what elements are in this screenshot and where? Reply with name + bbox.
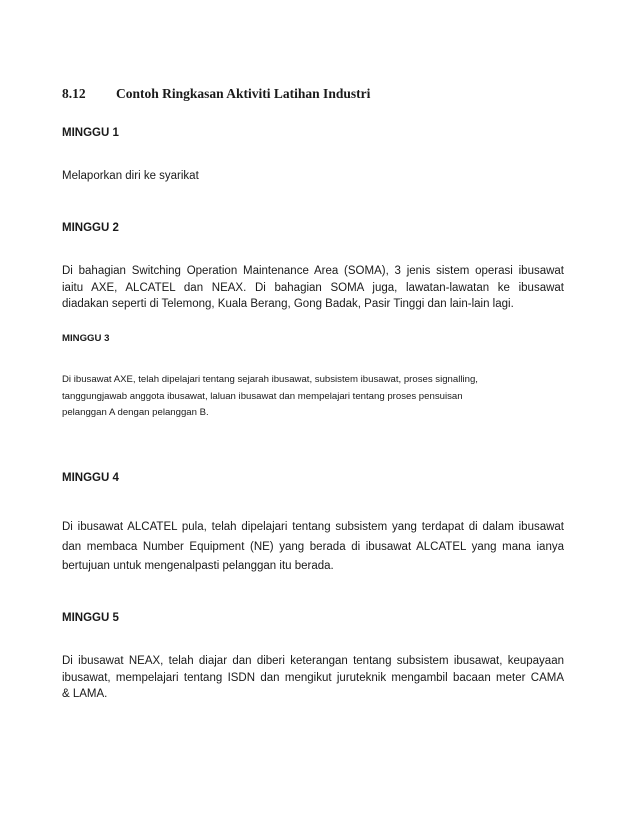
week-2-line-3: diadakan seperti di Telemong, Kuala Berang, Gong Badak, Pasir Tinggi dan lain-lain lagi. (62, 298, 514, 310)
week-3-line-2: tanggungjawab anggota ibusawat, laluan ibusawat dan mempelajari tentang proses pensuisan (62, 390, 463, 402)
week-5-line-1: Di ibusawat NEAX, telah diajar dan diberi keterangan tentang subsistem ibusawat, keupayaan (62, 655, 564, 667)
week-5-text (62, 653, 564, 703)
week-3-line-1: Di ibusawat AXE, telah dipelajari tentang sejarah ibusawat, subsistem ibusawat, proses signalling, (62, 374, 478, 385)
week-5-heading: MINGGU 5 (62, 612, 119, 624)
week-4-line-3: bertujuan untuk mengenalpasti pelanggan itu berada. (62, 560, 334, 572)
week-4-line-1: Di ibusawat ALCATEL pula, telah dipelajari tentang subsistem yang terdapat di dalam ibusawat (62, 521, 564, 533)
section-title (62, 86, 564, 102)
section-number: 8.12 (62, 86, 86, 101)
week-3-text (62, 372, 564, 422)
week-4-text (62, 518, 564, 577)
week-5-line-3: & LAMA. (62, 688, 108, 700)
week-2-text (62, 263, 564, 313)
week-2-heading: MINGGU 2 (62, 222, 119, 234)
week-1-line-1: Melaporkan diri ke syarikat (62, 170, 199, 182)
section-title-text: Contoh Ringkasan Aktiviti Latihan Industri (116, 86, 371, 101)
week-1-heading: MINGGU 1 (62, 127, 119, 139)
week-1-text (62, 168, 564, 185)
week-3-heading: MINGGU 3 (62, 333, 110, 344)
week-3-line-3: pelanggan A dengan pelanggan B. (62, 407, 209, 419)
week-2-line-1: Di bahagian Switching Operation Maintenance Area (SOMA), 3 jenis sistem operasi ibusawat (62, 265, 564, 277)
week-2-line-2: iaitu AXE, ALCATEL dan NEAX. Di bahagian SOMA juga, lawatan-lawatan ke ibusawat (62, 281, 564, 294)
week-4-heading: MINGGU 4 (62, 472, 119, 484)
week-4-line-2: dan membaca Number Equipment (NE) yang berada di ibusawat ALCATEL yang mana ianya (62, 540, 564, 553)
week-5-line-2: ibusawat, mempelajari tentang ISDN dan mengikut juruteknik mengambil bacaan meter CAMA (62, 671, 564, 684)
